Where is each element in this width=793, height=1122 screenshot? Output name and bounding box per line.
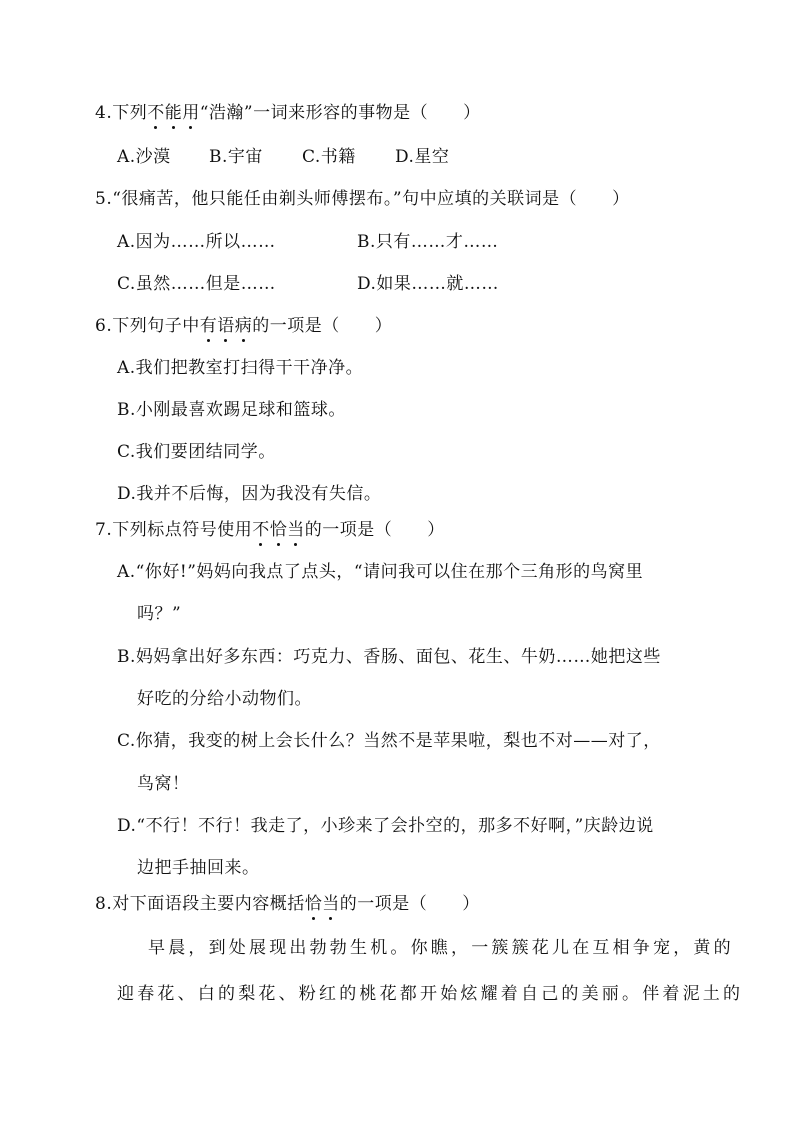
option-c-line2: 鸟窝！ bbox=[137, 774, 190, 794]
option-a-line1: A.“你好!”妈妈向我点了点头，“请问我可以住在那个三角形的鸟窝里 bbox=[117, 562, 644, 582]
emphasis-char: 当 bbox=[322, 894, 340, 914]
emphasis-char: 用 bbox=[182, 103, 200, 123]
option-b: B.只有……才…… bbox=[357, 232, 499, 252]
option-d: D.我并不后悔，因为我没有失信。 bbox=[117, 484, 382, 504]
question-6-stem: 6.下列句子中有语病的一项是（ ） bbox=[95, 316, 393, 336]
passage-line-2: 迎春花、白的梨花、粉红的桃花都开始炫耀着自己的美丽。伴着泥土的 bbox=[117, 984, 744, 1004]
question-number: 8. bbox=[95, 894, 113, 914]
emphasis-char: 不 bbox=[147, 103, 165, 123]
question-7-stem: 7.下列标点符号使用不恰当的一项是（ ） bbox=[95, 520, 445, 540]
question-8-stem: 8.对下面语段主要内容概括恰当的一项是（ ） bbox=[95, 894, 480, 914]
option-d: D.星空 bbox=[395, 147, 450, 167]
option-c: C.我们要团结同学。 bbox=[117, 442, 276, 462]
question-number: 5. bbox=[95, 189, 113, 209]
question-5-stem: 5.“很痛苦，他只能任由剃头师傅摆布。”句中应填的关联词是（ ） bbox=[95, 189, 630, 209]
option-a-line2: 吗？” bbox=[137, 604, 182, 624]
emphasis-char: 恰 bbox=[304, 894, 323, 914]
option-a: A.因为……所以…… bbox=[117, 232, 276, 252]
option-d: D.如果……就…… bbox=[357, 274, 499, 294]
option-b: B.宇宙 bbox=[209, 147, 263, 167]
question-number: 7. bbox=[95, 520, 113, 540]
option-b-line2: 好吃的分给小动物们。 bbox=[137, 689, 312, 709]
option-c-line1: C.你猜，我变的树上会长什么？当然不是苹果啦，梨也不对——对了， bbox=[117, 731, 661, 751]
emphasis-char: 能 bbox=[164, 103, 183, 123]
question-4-stem: 4.下列不能用“浩瀚”一词来形容的事物是（ ） bbox=[95, 103, 481, 123]
option-c: C.书籍 bbox=[302, 147, 356, 167]
option-c: C.虽然……但是…… bbox=[117, 274, 276, 294]
question-number: 4. bbox=[95, 103, 113, 123]
emphasis-char: 当 bbox=[287, 520, 305, 540]
question-number: 6. bbox=[95, 316, 113, 336]
option-a: A.我们把教室打扫得干干净净。 bbox=[117, 358, 364, 378]
emphasis-char: 有 bbox=[199, 316, 218, 336]
option-b: B.小刚最喜欢踢足球和篮球。 bbox=[117, 400, 346, 420]
emphasis-char: 恰 bbox=[269, 520, 288, 540]
passage-line-1: 早晨，到处展现出勃勃生机。你瞧，一簇簇花儿在互相争宠，黄的 bbox=[148, 938, 734, 958]
option-d-line2: 边把手抽回来。 bbox=[137, 858, 260, 878]
option-a: A.沙漠 bbox=[117, 147, 171, 167]
emphasis-char: 不 bbox=[252, 520, 270, 540]
emphasis-char: 语 bbox=[217, 316, 235, 336]
option-b-line1: B.妈妈拿出好多东西：巧克力、香肠、面包、花生、牛奶……她把这些 bbox=[117, 647, 661, 667]
emphasis-char: 病 bbox=[234, 316, 253, 336]
option-d-line1: D.“不行！不行！我走了，小珍来了会扑空的，那多不好啊，”庆龄边说 bbox=[117, 816, 654, 836]
